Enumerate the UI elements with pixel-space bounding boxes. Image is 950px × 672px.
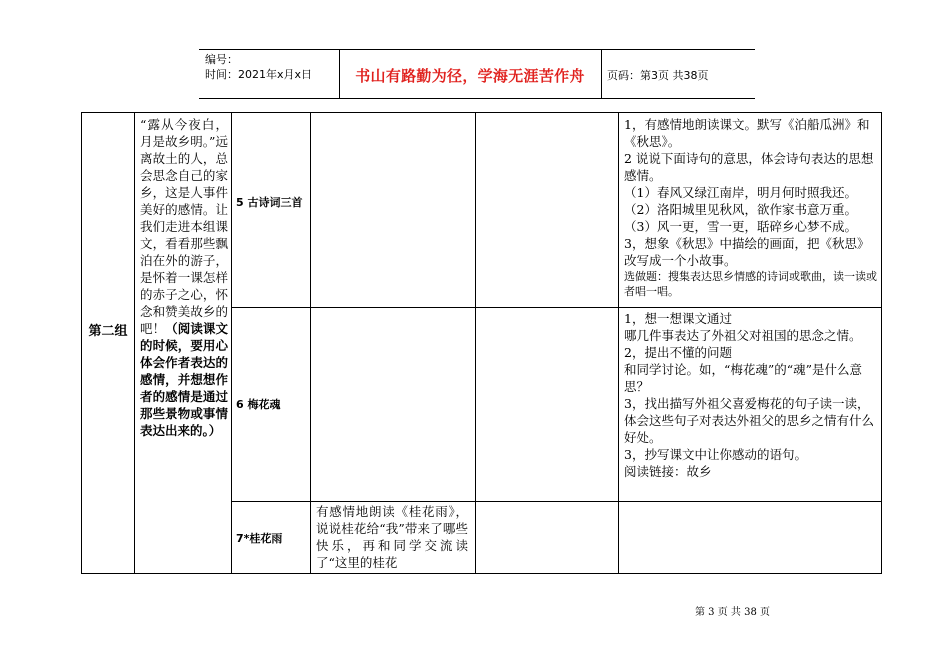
lesson-goal: 有感情地朗读《桂花雨》，说说桂花给“我”带来了哪些快乐，再和同学交流读了“这里的桂花 <box>316 504 468 570</box>
activity-item: （1）春风又绿江南岸，明月何时照我还。 <box>624 185 857 200</box>
serial-label: 编号： <box>205 53 238 66</box>
activity-extra: 选做题：搜集表达思乡情感的诗词或歌曲，读一读或者唱一唱。 <box>624 270 877 298</box>
activity-item: 3，抄写课文中让你感动的语句。 <box>624 447 807 462</box>
lesson-title: 5 古诗词三首 <box>236 196 303 209</box>
time-label: 时间：2021年x月x日 <box>205 68 313 81</box>
lesson-activities <box>624 310 879 480</box>
page-header <box>199 49 755 99</box>
activity-item: （3）风一更，雪一更，聒碎乡心梦不成。 <box>624 219 857 234</box>
activity-item: 1，有感情地朗读课文。默写《泊船瓜洲》和《秋思》。 <box>624 117 870 149</box>
activity-item: 1，想一想课文通过 <box>624 311 732 326</box>
column-divider <box>310 113 311 573</box>
column-divider <box>134 113 135 573</box>
activity-item: 和同学讨论。如，“梅花魂”的“魂”是什么意思？ <box>624 362 863 394</box>
header-meta <box>205 52 312 82</box>
column-divider <box>618 113 619 573</box>
activity-item: 2，提出不懂的问题 <box>624 345 732 360</box>
column-divider <box>475 113 476 573</box>
header-motto: 书山有路勤为径，学海无涯苦作舟 <box>355 67 585 85</box>
activity-item: 3，想象《秋思》中描绘的画面，把《秋思》改写成一个小故事。 <box>624 236 870 268</box>
lesson-title: 7*桂花雨 <box>236 532 283 545</box>
intro-text: “露从今夜白，月是故乡明。”远离故土的人，总会思念自己的家乡，这是人事件美好的感情。让我们走进本组课文，看看那些飘泊在外的游子，是怀着一课怎样的赤子之心，怀念和赞美故乡的吧！ <box>140 117 228 336</box>
page-footer: 第 3 页 共 38 页 <box>695 607 770 618</box>
group-intro <box>140 116 228 439</box>
group-name: 第二组 <box>88 324 128 339</box>
activity-item: 哪几件事表达了外祖父对祖国的思念之情。 <box>624 328 862 343</box>
activity-item: 2 说说下面诗句的意思，体会诗句表达的思想感情。 <box>624 151 874 183</box>
activity-item: 3，找出描写外祖父喜爱梅花的句子读一读，体会这些句子对表达外祖父的思乡之情有什么好处。 <box>624 396 875 445</box>
column-divider <box>231 113 232 573</box>
row-divider <box>231 307 881 308</box>
lesson-title: 6 梅花魂 <box>236 398 281 411</box>
intro-bold-text: （阅读课文的时候，要用心体会作者表达的感情，并想想作者的感情是通过那些景物或事情表达出来的。） <box>140 321 228 438</box>
activity-item: （2）洛阳城里见秋风，欲作家书意万重。 <box>624 202 857 217</box>
activity-item: 阅读链接：故乡 <box>624 464 712 479</box>
header-divider <box>601 50 602 98</box>
lesson-table <box>81 112 882 574</box>
header-page-info: 页码：第3页 共38页 <box>607 69 709 82</box>
lesson-activities <box>624 116 879 299</box>
row-divider <box>231 501 881 502</box>
